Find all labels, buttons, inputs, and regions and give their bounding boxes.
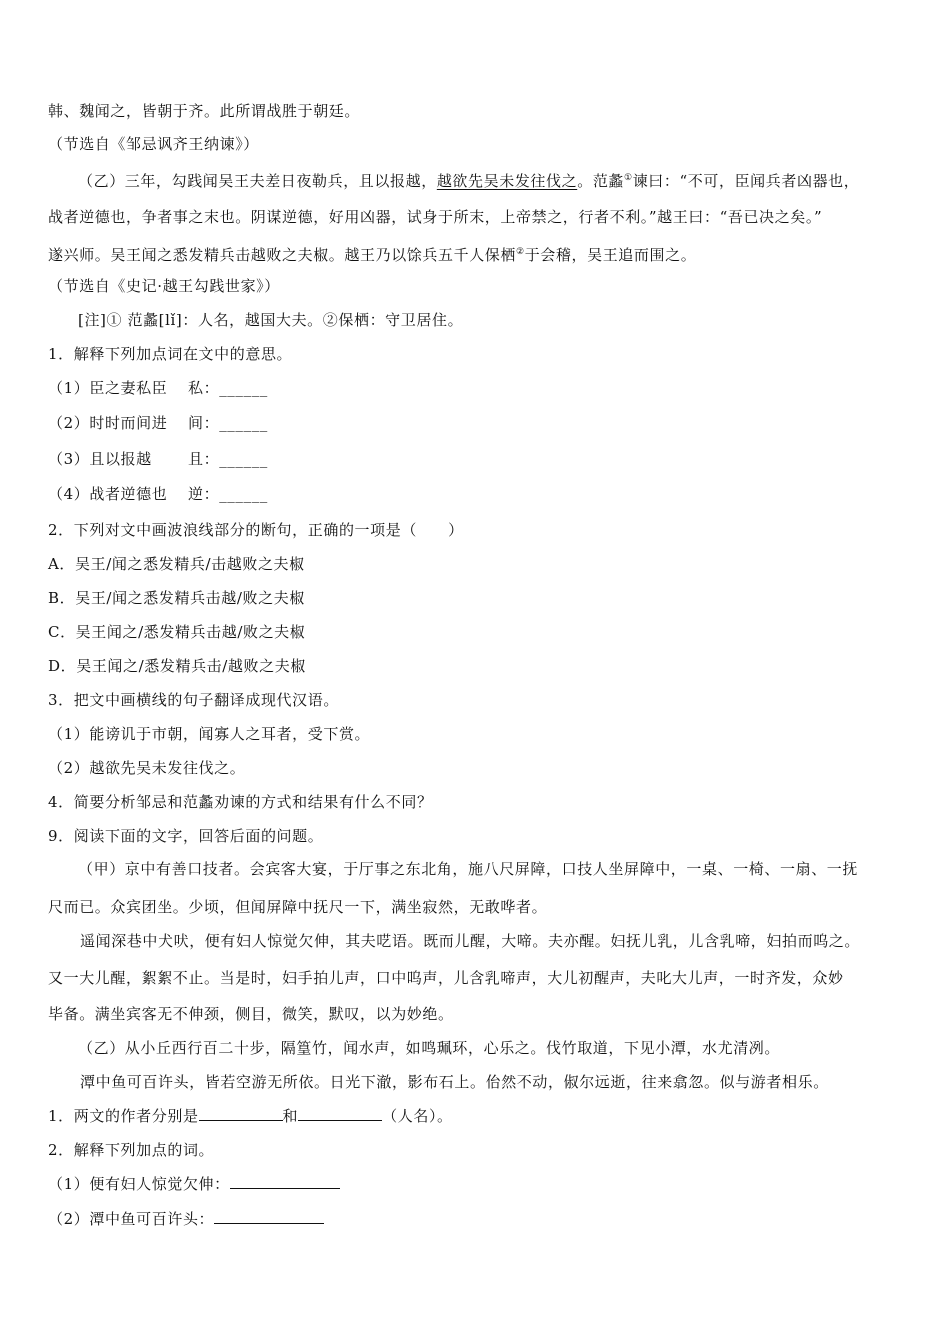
question-4: 4．简要分析邹忌和范蠡劝谏的方式和结果有什么不同？	[48, 793, 433, 811]
question-1-item-1	[48, 378, 268, 398]
question-2-option-a: A．吴王/闻之悉发精兵/击越败之夫椒	[48, 555, 305, 573]
author-blank-2[interactable]	[298, 1106, 382, 1121]
passage-kouji-line-3: 遥闻深巷中犬吠，便有妇人惊觉欠伸，其夫呓语。既而儿醒，大啼。夫亦醒。妇抚儿乳，儿含乳啼，妇拍而呜之。	[80, 932, 861, 950]
passage-jia-end: 韩、魏闻之，皆朝于齐。此所谓战胜于朝廷。	[48, 102, 361, 120]
passage-yi-line-2: 战者逆德也，争者事之末也。阴谋逆德，好用凶器，试身于所末，上帝禁之，行者不利。”越王曰：“吾已决之矣。”	[48, 208, 823, 226]
passage-yi-text: （乙）三年，勾践闻吴王夫差日夜勒兵，且以报越，	[78, 172, 437, 190]
question-2-option-d: D．吴王闻之/悉发精兵击/越败之夫椒	[48, 657, 306, 675]
question-1-item-4	[48, 484, 268, 504]
item-word: 且：	[188, 450, 220, 468]
question-1-title: 1．解释下列加点词在文中的意思。	[48, 345, 293, 363]
question-3-item-1: （1）能谤讥于市朝，闻寡人之耳者，受下赏。	[48, 725, 371, 743]
item-text: （2）潭中鱼可百许头：	[48, 1210, 215, 1228]
passage-kouji-line-1: （甲）京中有善口技者。会宾客大宴，于厅事之东北角，施八尺屏障，口技人坐屏障中，一桌、一椅、一扇、一抚	[78, 860, 859, 878]
answer-blank: ______	[219, 379, 268, 397]
passage-yi-text: 于会稽，吴王追而围之。	[524, 246, 697, 264]
passage-kouji-line-5: 毕备。满坐宾客无不伸颈，侧目，微笑，默叹，以为妙绝。	[48, 1005, 454, 1023]
answer-blank: ______	[219, 485, 268, 503]
question-9-2-item-2	[48, 1209, 324, 1229]
item-word: 间：	[188, 414, 220, 432]
question-9-2-title: 2．解释下列加点的词。	[48, 1141, 215, 1159]
question-text: 和	[282, 1107, 299, 1125]
item-text: （3）且以报越	[48, 450, 152, 468]
item-word: 私：	[188, 379, 220, 397]
item-text: （4）战者逆德也	[48, 485, 168, 503]
question-text: 1．两文的作者分别是	[48, 1107, 199, 1125]
question-3-item-2: （2）越欲先吴未发往伐之。	[48, 759, 246, 777]
item-text: （1）便有妇人惊觉欠伸：	[48, 1175, 230, 1193]
answer-blank[interactable]	[230, 1174, 340, 1189]
question-9-1	[48, 1106, 453, 1126]
question-9-title: 9．阅读下面的文字，回答后面的问题。	[48, 827, 324, 845]
question-3-title: 3．把文中画横线的句子翻译成现代汉语。	[48, 691, 339, 709]
passage-xiaoshitan-line-1: （乙）从小丘西行百二十步，隔篁竹，闻水声，如鸣珮环，心乐之。伐竹取道，下见小潭，水尤清冽。	[78, 1039, 781, 1057]
passage-yi-text: 谏曰：“不可，臣闻兵者凶器也，	[632, 172, 860, 190]
passage-yi-line-3	[48, 242, 696, 265]
question-1-item-2	[48, 413, 268, 433]
passage-xiaoshitan-line-2: 潭中鱼可百许头，皆若空游无所依。日光下澈，影布石上。佁然不动，俶尔远逝，往来翕忽。似与游者相乐。	[80, 1073, 829, 1091]
answer-blank: ______	[219, 414, 268, 432]
annotation-note: [注]① 范蠡[lǐ]：人名，越国大夫。②保栖：守卫居住。	[78, 311, 464, 329]
footnote-marker-2: ②	[516, 247, 525, 257]
passage-kouji-line-4: 又一大儿醒，絮絮不止。当是时，妇手拍儿声，口中呜声，儿含乳啼声，大儿初醒声，夫叱大儿声，一时齐发，众妙	[48, 969, 844, 987]
question-text: （人名）。	[382, 1107, 453, 1125]
answer-blank: ______	[219, 450, 268, 468]
passage-yi-line-1	[78, 168, 859, 191]
passage-kouji-line-2: 尺而已。众宾团坐。少顷，但闻屏障中抚尺一下，满坐寂然，无敢哗者。	[48, 898, 548, 916]
item-text: （2）时时而间进	[48, 414, 168, 432]
footnote-marker-1: ①	[624, 173, 633, 183]
answer-blank[interactable]	[214, 1209, 324, 1224]
question-2-option-b: B．吴王/闻之悉发精兵击越/败之夫椒	[48, 589, 305, 607]
question-2-option-c: C．吴王闻之/悉发精兵击越/败之夫椒	[48, 623, 306, 641]
question-9-2-item-1	[48, 1174, 340, 1194]
passage-yi-text: 。范蠡	[577, 172, 625, 190]
author-blank-1[interactable]	[199, 1106, 283, 1121]
underlined-sentence: 越欲先吴未发往伐之	[436, 172, 578, 190]
question-2-title: 2．下列对文中画波浪线部分的断句，正确的一项是（ ）	[48, 521, 464, 539]
source-citation-2: （节选自《史记·越王勾践世家》）	[48, 277, 280, 295]
source-citation-1: （节选自《邹忌讽齐王纳谏》）	[48, 135, 259, 153]
item-text: （1）臣之妻私臣	[48, 379, 168, 397]
question-1-item-3	[48, 449, 268, 469]
item-word: 逆：	[188, 485, 220, 503]
passage-yi-text: 遂兴师。吴王闻之悉发精兵击越败之夫椒。越王乃以馀兵五千人保栖	[48, 246, 517, 264]
